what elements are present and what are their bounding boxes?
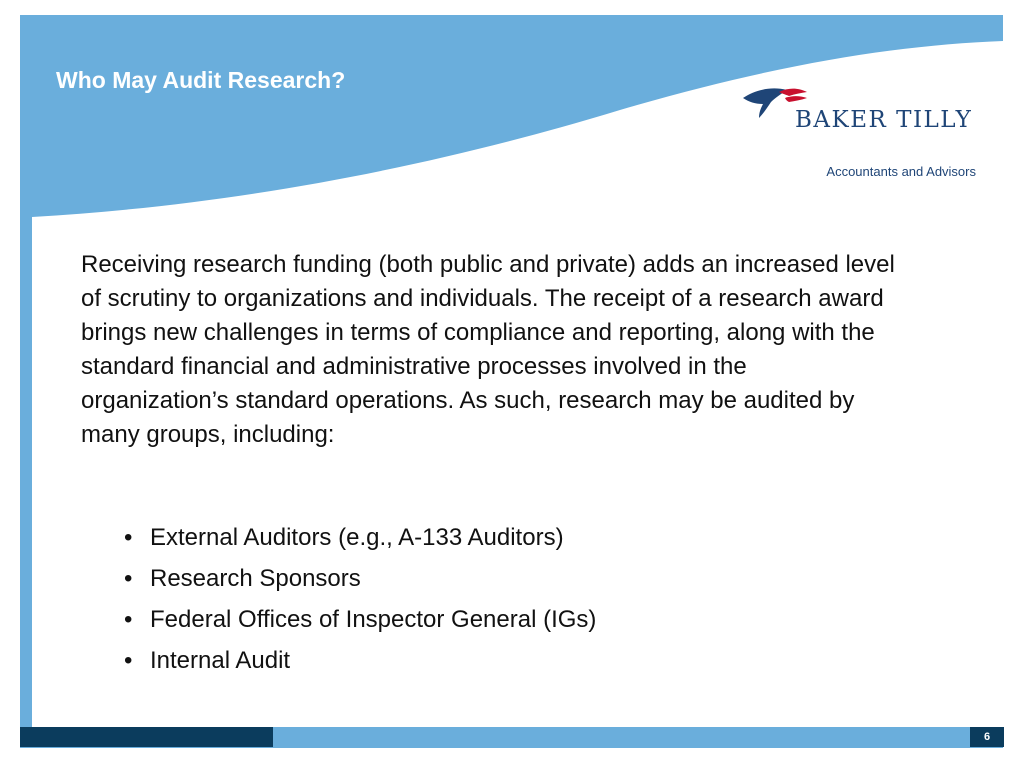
brand-wordmark: BAKER TILLY xyxy=(795,107,973,133)
intro-paragraph: Receiving research funding (both public and private) adds an increased level of scrutiny to organizations and individuals. The receipt of a research award brings new challenges in terms of compliance and reporting, along with the standard financial and administrative processes involved in the organization’s standard operations. As such, research may be audited by many groups, including: xyxy=(81,251,895,448)
footer-bar-dark xyxy=(20,727,273,747)
list-item xyxy=(120,558,760,599)
bullet-icon: • xyxy=(124,606,133,633)
list-item-text: Research Sponsors xyxy=(150,565,361,592)
brand-tagline: Accountants and Advisors xyxy=(826,164,976,179)
bullet-icon: • xyxy=(124,647,133,674)
list-item xyxy=(120,599,760,640)
list-item-text: Federal Offices of Inspector General (IGs) xyxy=(150,606,597,633)
auditor-list xyxy=(120,517,760,681)
page-number: 6 xyxy=(970,727,1004,747)
footer-bar-light xyxy=(273,727,1004,747)
bullet-icon: • xyxy=(124,565,133,592)
list-item xyxy=(120,640,760,681)
list-item-text: Internal Audit xyxy=(150,647,291,674)
bullet-icon: • xyxy=(124,524,133,551)
list-item-text: External Auditors (e.g., A-133 Auditors) xyxy=(150,524,564,551)
slide-title: Who May Audit Research? xyxy=(56,67,346,93)
list-item xyxy=(120,517,760,558)
